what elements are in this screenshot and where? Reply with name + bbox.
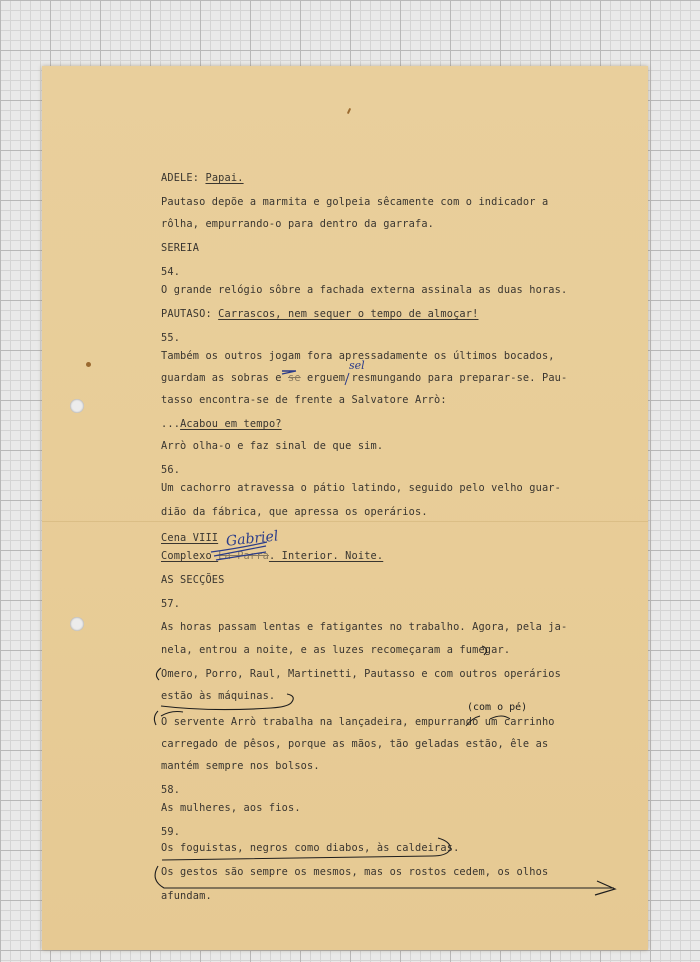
typescript-page bbox=[42, 66, 648, 950]
text-segment: Acabou em tempo? bbox=[180, 418, 282, 430]
text-segment: 59. bbox=[161, 826, 181, 838]
text-segment: PAUTASO: bbox=[161, 308, 212, 320]
text-segment: carregado de pêsos, porque as mãos, tão geladas estão, êle as bbox=[161, 738, 549, 750]
text-segment: ADELE: bbox=[161, 172, 200, 184]
text-segment: dião da fábrica, que apressa os operários. bbox=[161, 506, 428, 518]
blue-strike-se bbox=[282, 371, 296, 374]
text-segment: . Interior. Noite. bbox=[268, 550, 384, 562]
handwritten-gabriel: Gabriel bbox=[225, 528, 280, 550]
text-segment: guardam as sobras e bbox=[161, 372, 288, 384]
text-segment: Omero, Porro, Raul, Martinetti, Pautasso e com outros operários bbox=[161, 668, 562, 680]
text-segment: SEREIA bbox=[161, 242, 200, 254]
text-segment: mantém sempre nos bolsos. bbox=[161, 760, 320, 772]
struck-text: se bbox=[288, 372, 301, 384]
text-segment: 56. bbox=[161, 464, 181, 476]
text-segment: Os gestos são sempre os mesmos, mas os rostos cedem, os olhos bbox=[161, 866, 549, 878]
text-segment: Também os outros jogam fora apressadamente os últimos bocados, bbox=[161, 350, 555, 362]
text-segment: Os foguistas, negros como diabos, às caldeiras. bbox=[161, 842, 460, 854]
text-segment: Papai. bbox=[205, 172, 244, 184]
text-segment: erguem resmungando para preparar-se. Pau- bbox=[300, 372, 568, 384]
handwritten-sel: sel bbox=[349, 359, 365, 372]
text-segment: Pautaso depõe a marmita e golpeia sêcamente com o indicador a bbox=[161, 196, 549, 208]
text-segment: Carrascos, nem sequer o tempo de almoçar! bbox=[218, 308, 479, 320]
text-segment: Cena VIII bbox=[161, 532, 219, 544]
text-segment: 58. bbox=[161, 784, 181, 796]
text-segment: Arrò olha-o e faz sinal de que sim. bbox=[161, 440, 384, 452]
text-segment: 54. bbox=[161, 266, 181, 278]
loop-line-25 bbox=[154, 711, 183, 725]
text-segment: estão às máquinas. bbox=[161, 690, 276, 702]
bracket-line-22 bbox=[482, 646, 487, 655]
text-segment: tasso encontra-se de frente a Salvatore Arrò: bbox=[161, 394, 447, 406]
text-segment: nela, entrou a noite, e as luzes recomeçaram a fumegar. bbox=[161, 644, 511, 656]
text-segment: rôlha, empurrando-o para dentro da garrafa. bbox=[161, 218, 435, 230]
loop-lines-31-33 bbox=[155, 838, 614, 888]
text-segment: As mulheres, aos fios. bbox=[161, 802, 301, 814]
handwritten-com-o-pe: (com o pé) bbox=[467, 702, 528, 713]
text-segment: 57. bbox=[161, 598, 181, 610]
text-segment: afundam. bbox=[161, 890, 212, 902]
text-segment: AS SECÇÕES bbox=[161, 574, 225, 586]
text-segment: 55. bbox=[161, 332, 181, 344]
blue-caret bbox=[345, 373, 349, 385]
text-segment: O servente Arrò trabalha na lançadeira, empurrando um carrinho bbox=[161, 716, 555, 728]
text-segment: ... bbox=[161, 418, 181, 430]
handwritten-annotations bbox=[42, 66, 648, 950]
text-segment: Um cachorro atravessa o pátio latindo, seguido pelo velho guar- bbox=[161, 482, 562, 494]
struck-text: La Parra bbox=[218, 550, 269, 562]
com-o-pe-arc bbox=[466, 716, 510, 726]
text-segment: O grande relógio sôbre a fachada externa assinala as duas horas. bbox=[161, 284, 568, 296]
text-segment: As horas passam lentas e fatigantes no trabalho. Agora, pela ja- bbox=[161, 621, 568, 633]
text-segment: Complexo bbox=[161, 550, 219, 562]
loop-lines-23-24 bbox=[156, 668, 293, 710]
